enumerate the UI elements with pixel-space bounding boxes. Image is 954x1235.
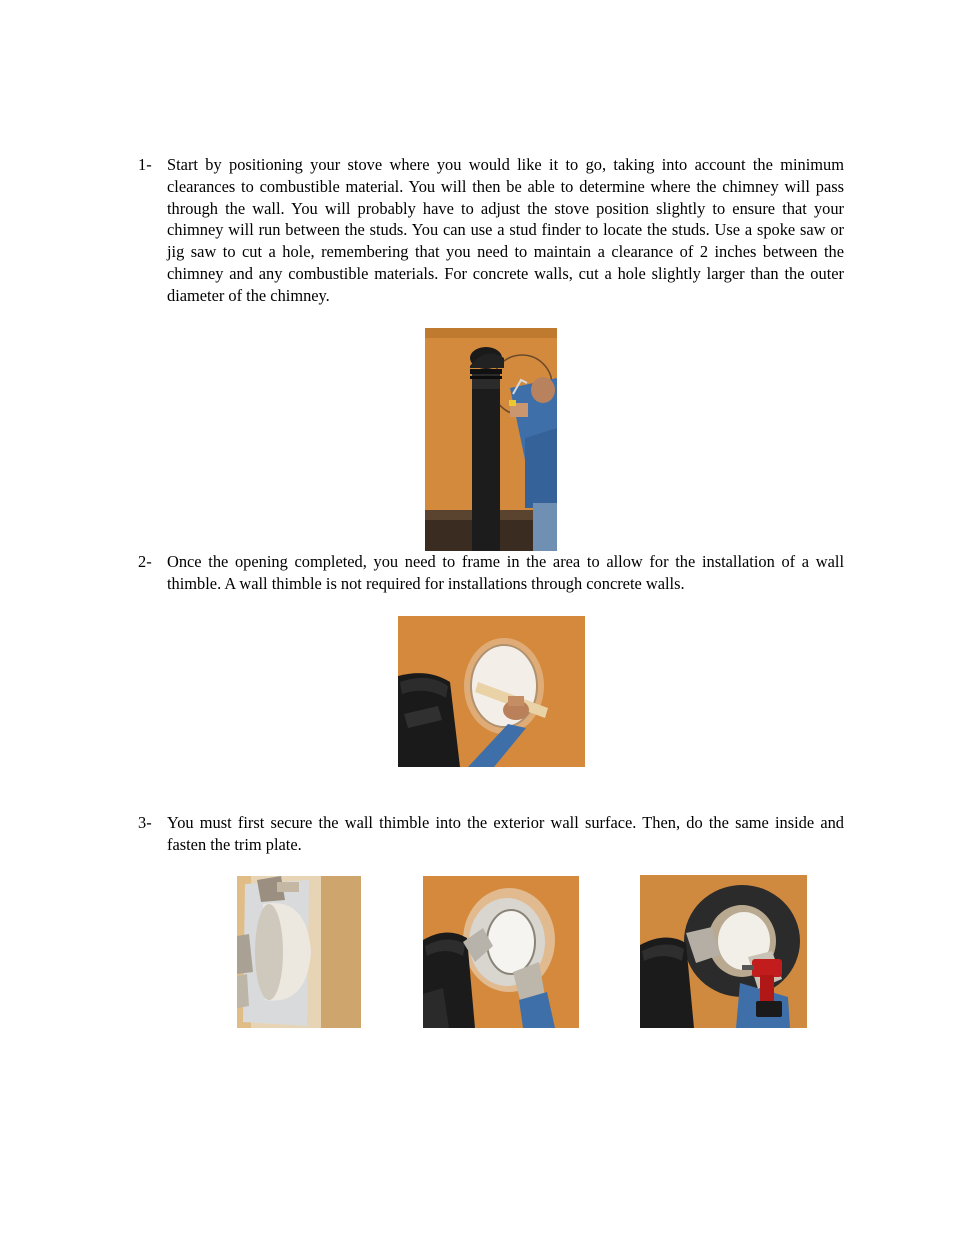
photo-exterior-thimble xyxy=(237,876,361,1028)
photo-marking-hole xyxy=(425,328,557,551)
step-2-number: 2- xyxy=(138,552,152,571)
step-2 xyxy=(138,551,844,595)
step-1 xyxy=(138,154,844,307)
step-3 xyxy=(138,812,844,856)
photo-framing-opening xyxy=(398,616,585,767)
photo-fastening-trim-plate xyxy=(640,875,807,1028)
step-1-number: 1- xyxy=(138,155,152,174)
step-3-text: You must first secure the wall thimble into the exterior wall surface. Then, do the same inside and fasten the trim plate. xyxy=(167,813,844,854)
step-1-text: Start by positioning your stove where you would like it to go, taking into account the minimum clearances to combustible material. You will then be able to determine where the chimney will pass through the wall. You will probably have to adjust the stove position slightly to ensure that your chimney will run between the studs. You can use a stud finder to locate the studs. Use a spoke saw or jig saw to cut a hole, remembering that you need to maintain a clearance of 2 inches between the chimney and any combustible materials. For concrete walls, cut a hole slightly larger than the outer diameter of the chimney. xyxy=(167,155,844,305)
step-3-number: 3- xyxy=(138,813,152,832)
photo-inserting-thimble xyxy=(423,876,579,1028)
step-2-text: Once the opening completed, you need to frame in the area to allow for the installation of a wall thimble. A wall thimble is not required for installations through concrete walls. xyxy=(167,552,844,593)
